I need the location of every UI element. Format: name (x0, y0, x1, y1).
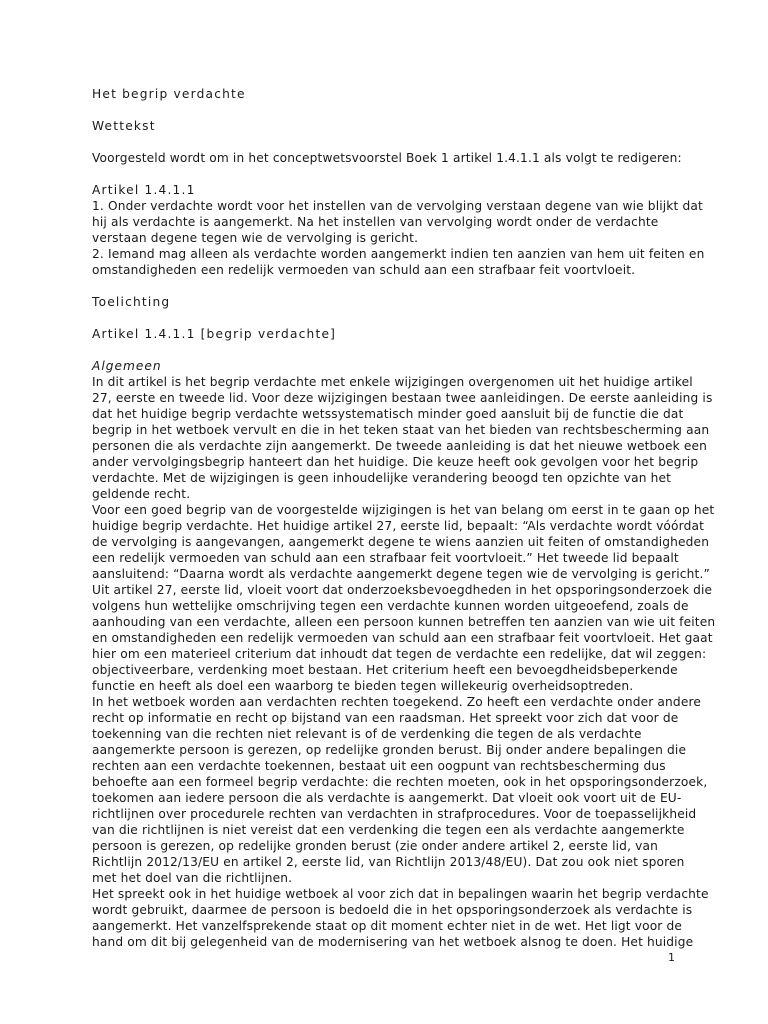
spacer (92, 134, 692, 150)
artikel-line: hij als verdachte is aangemerkt. Na het instellen van vervolging wordt onder de verdachte (92, 215, 659, 229)
body-text (92, 374, 716, 950)
body-line: persoon is gerezen, op redelijke gronden berust (zie onder andere artikel 2, eerste lid, van (92, 839, 658, 853)
body-line: Uit artikel 27, eerste lid, vloeit voort dat onderzoeksbevoegdheden in het opsporingsonderzoek die (92, 583, 713, 597)
body-line: personen die als verdachte zijn aangemerkt. De tweede aanleiding is dat het nieuwe wetboek een (92, 439, 708, 453)
spacer (92, 166, 692, 182)
artikel-line: verstaan degene tegen wie de vervolging is gericht. (92, 231, 419, 245)
toelichting-heading: Artikel 1.4.1.1 [begrip verdachte] (92, 327, 337, 341)
page-number: 1 (668, 951, 675, 964)
body-line: richtlijnen over procedurele rechten van verdachten in strafprocedures. Voor de toepasselijkheid (92, 807, 697, 821)
body-line: begrip in het wetboek vervult en die in het teken staat van het bieden van rechtsbescherming aan (92, 423, 710, 437)
body-line: In dit artikel is het begrip verdachte met enkele wijzigingen overgenomen uit het huidige artikel (92, 375, 693, 389)
artikel-text (92, 198, 705, 278)
body-line: aangemerkte persoon is gerezen, op redelijke gronden berust. Bij onder andere bepalingen die (92, 743, 687, 757)
body-line: behoefte aan een formeel begrip verdachte: die rechten moeten, ook in het opsporingsonderzoek, (92, 775, 708, 789)
spacer (92, 102, 692, 118)
algemeen-label: Algemeen (92, 359, 162, 373)
body-line: Richtlijn 2012/13/EU en artikel 2, eerste lid, van Richtlijn 2013/48/EU). Dat zou ook niet sporen (92, 855, 685, 869)
body-line: een redelijk vermoeden van schuld aan een strafbaar feit voortvloeit.” Het tweede lid bepaalt (92, 551, 679, 565)
section-heading-toelichting: Toelichting (92, 295, 171, 309)
body-line: wordt gebruikt, daarmee de persoon is bedoeld die in het opsporingsonderzoek als verdachte is (92, 903, 693, 917)
body-line: functie en heeft als doel een waarborg te bieden tegen willekeurig overheidsoptreden. (92, 679, 634, 693)
body-line: rechten aan een verdachte toekennen, bestaat uit een oogpunt van rechtsbescherming dus (92, 759, 666, 773)
body-line: geldende recht. (92, 487, 191, 501)
body-line: en omstandigheden een redelijk vermoeden van schuld aan een strafbaar feit voortvloeit. Het gaat (92, 631, 713, 645)
body-line: huidige begrip verdachte. Het huidige artikel 27, eerste lid, bepaalt: “Als verdachte wordt vóórdat (92, 519, 705, 533)
artikel-line: omstandigheden een redelijk vermoeden van schuld aan een strafbaar feit voortvloeit. (92, 263, 636, 277)
body-line: toekenning van die rechten niet relevant is of de verdenking die tegen de als verdachte (92, 727, 642, 741)
body-line: Voor een goed begrip van de voorgestelde wijzigingen is het van belang om eerst in te gaan op het (92, 503, 715, 517)
artikel-line: 2. Iemand mag alleen als verdachte worden aangemerkt indien ten aanzien van hem uit feiten en (92, 247, 705, 261)
spacer (92, 278, 692, 294)
body-line: hier om een materieel criterium dat inhoudt dat tegen de verdachte een redelijke, dat wil zeggen: (92, 647, 707, 661)
document-page (92, 86, 716, 950)
spacer (92, 342, 692, 358)
body-line: volgens hun wettelijke omschrijving tegen een verdachte kunnen worden uitgeoefend, zoals de (92, 599, 689, 613)
body-line: recht op informatie en recht op bijstand van een raadsman. Het spreekt voor zich dat voor de (92, 711, 679, 725)
section-heading-wettekst: Wettekst (92, 119, 156, 133)
spacer (92, 310, 692, 326)
body-line: toekomen aan iedere persoon die als verdachte is aangemerkt. Dat vloeit ook voort uit de EU- (92, 791, 682, 805)
body-line: met het doel van die richtlijnen. (92, 871, 293, 885)
artikel-heading: Artikel 1.4.1.1 (92, 183, 196, 197)
body-line: 27, eerste en tweede lid. Voor deze wijzigingen bestaan twee aanleidingen. De eerste aanleiding is (92, 391, 713, 405)
body-line: aansluitend: “Daarna wordt als verdachte aangemerkt degene tegen wie de vervolging is gericht.” (92, 567, 710, 581)
body-line: aangemerkt. Het vanzelfsprekende staat op dit moment echter niet in de wet. Het ligt voor de (92, 919, 683, 933)
body-line: In het wetboek worden aan verdachten rechten toegekend. Zo heeft een verdachte onder andere (92, 695, 702, 709)
body-line: verdachte. Met de wijzigingen is geen inhoudelijke verandering beoogd ten opzichte van het (92, 471, 672, 485)
artikel-line: 1. Onder verdachte wordt voor het instellen van de vervolging verstaan degene van wie blijkt dat (92, 199, 703, 213)
intro-paragraph: Voorgesteld wordt om in het conceptwetsvoorstel Boek 1 artikel 1.4.1.1 als volgt te redigeren: (92, 151, 682, 165)
document-title: Het begrip verdachte (92, 87, 246, 101)
body-line: dat het huidige begrip verdachte wetssystematisch minder goed aansluit bij de functie die dat (92, 407, 684, 421)
body-line: Het spreekt ook in het huidige wetboek al voor zich dat in bepalingen waarin het begrip verdachte (92, 887, 709, 901)
body-line: van die richtlijnen is niet vereist dat een verdenking die tegen een als verdachte aangemerkte (92, 823, 685, 837)
body-line: ander vervolgingsbegrip hanteert dan het huidige. Die keuze heeft ook gevolgen voor het begrip (92, 455, 699, 469)
body-line: hand om dit bij gelegenheid van de modernisering van het wetboek alsnog te doen. Het huidige (92, 935, 694, 949)
body-line: aanhouding van een verdachte, alleen een persoon kunnen betreffen ten aanzien van wie uit feiten (92, 615, 716, 629)
body-line: de vervolging is aangevangen, aangemerkt degene te wiens aanzien uit feiten of omstandigheden (92, 535, 710, 549)
body-line: objectiveerbare, verdenking moet bestaan. Het criterium heeft een bevoegdheidsbeperkende (92, 663, 678, 677)
